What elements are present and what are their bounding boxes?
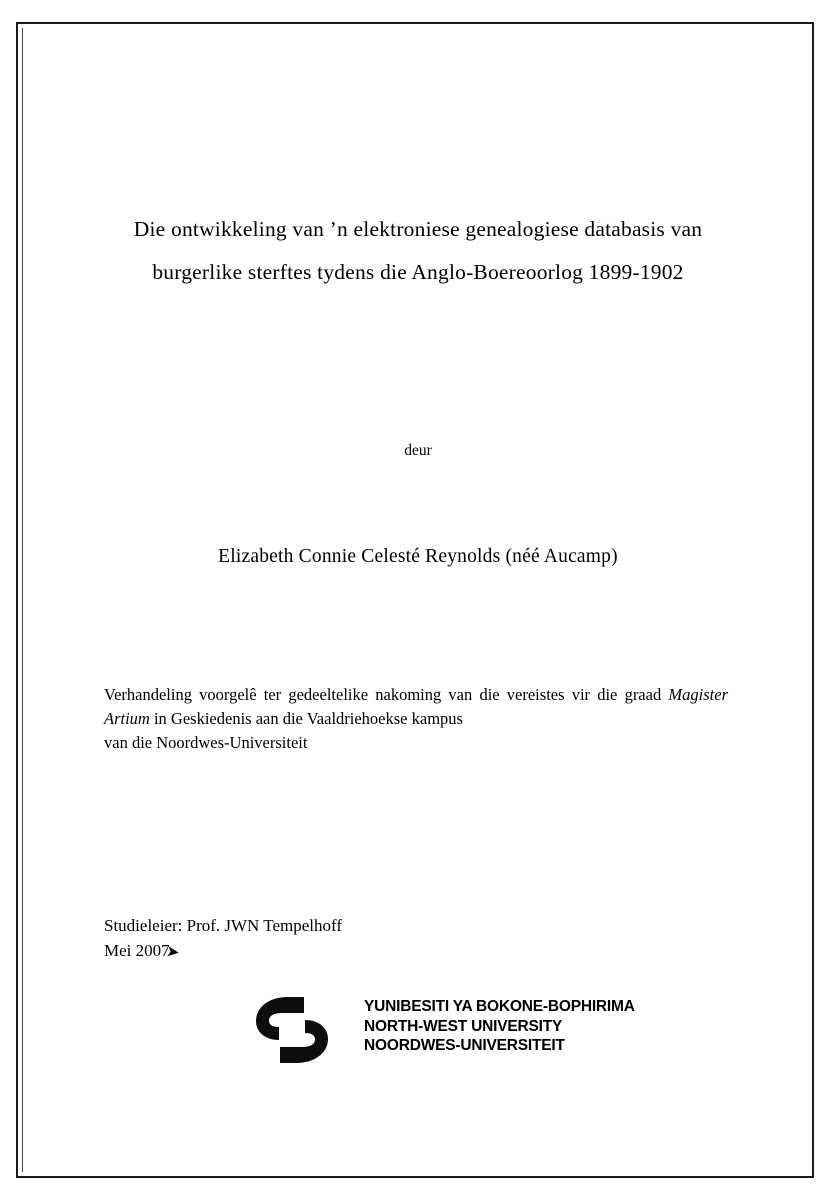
statement-part-3: van die Noordwes-Universiteit — [104, 733, 308, 752]
statement-part-1: Verhandeling voorgelê ter gedeeltelike nakoming van die vereistes vir die graad — [104, 685, 669, 704]
author-name: Elizabeth Connie Celesté Reynolds (néé Aucamp) — [218, 546, 618, 567]
statement-part-2: in Geskiedenis aan die Vaaldriehoekse kampus — [149, 709, 463, 728]
supervisor-line: Studieleier: Prof. JWN Tempelhoff — [104, 916, 343, 935]
university-logo — [252, 993, 672, 1071]
north-west-university-logo-icon — [252, 995, 362, 1065]
university-logo-text — [364, 997, 635, 1056]
degree-statement — [104, 683, 728, 755]
degree-name: Magister Artium — [104, 685, 728, 728]
degree-statement-paragraph — [104, 683, 728, 731]
title-line-2: burgerlike sterftes tydens die Anglo-Boereoorlog 1899-1902 — [152, 260, 684, 284]
date-line — [104, 938, 181, 963]
date-text: Mei 2007 — [104, 941, 170, 960]
handwritten-mark-icon: ➤ — [165, 943, 181, 962]
logo-text-line-3: NOORDWES-UNIVERSITEIT — [364, 1037, 565, 1054]
logo-text-line-2: NORTH-WEST UNIVERSITY — [364, 1017, 563, 1035]
page-title — [100, 208, 736, 294]
title-page-content — [100, 28, 736, 1172]
by-word: deur — [404, 442, 432, 459]
supervisor-block — [104, 913, 728, 963]
title-line-1: Die ontwikkeling van ’n elektroniese genealogiese databasis van — [133, 217, 703, 241]
logo-text-line-1: YUNIBESITI YA BOKONE-BOPHIRIMA — [364, 998, 635, 1015]
